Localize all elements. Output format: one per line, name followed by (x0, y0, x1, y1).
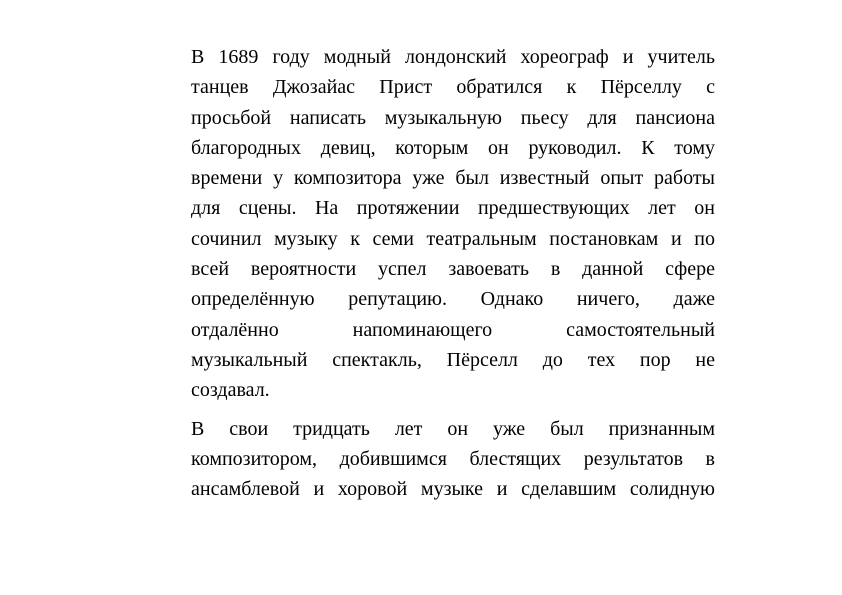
paragraph-2 (191, 414, 715, 505)
text-line: времени у композитора уже был известный опыт работы (191, 167, 715, 190)
text-line: для сцены. На протяжении предшествующих лет он (191, 197, 715, 220)
text-line: благородных девиц, которым он руководил. К тому (191, 136, 715, 159)
text-line: определённую репутацию. Однако ничего, даже (191, 288, 715, 311)
text-line: композитором, добившимся блестящих результатов в (191, 447, 715, 470)
text-line: В 1689 году модный лондонский хореограф и учитель (191, 46, 715, 68)
text-line: просьбой написать музыкальную пьесу для пансиона (191, 106, 715, 129)
text-line: В свои тридцать лет он уже был признанным (191, 417, 715, 440)
text-line: создавал. (191, 379, 270, 402)
text-line: отдалённо напоминающего самостоятельный (191, 318, 715, 341)
body-text (191, 42, 715, 504)
text-line: сочинил музыку к семи театральным постановкам и по (191, 227, 715, 250)
text-line: танцев Джозайас Прист обратился к Пёрселлу с (191, 76, 715, 99)
text-line: всей вероятности успел завоевать в данной сфере (191, 258, 715, 281)
paragraph-1 (191, 42, 715, 406)
text-line: музыкальный спектакль, Пёрселл до тех пор не (191, 348, 715, 371)
text-line: ансамблевой и хоровой музыке и сделавшим солидную (191, 478, 715, 501)
